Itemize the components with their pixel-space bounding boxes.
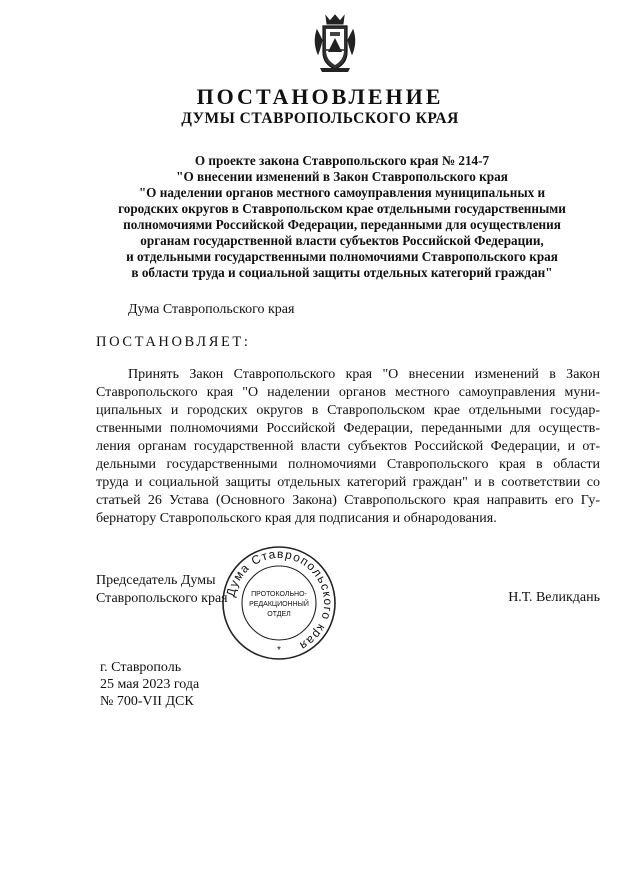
subject-line: "О наделении органов местного самоуправления муниципальных и bbox=[138, 185, 546, 200]
subject-line: в области труда и социальной защиты отдельных категорий граждан" bbox=[131, 265, 553, 280]
decree-body bbox=[96, 366, 600, 528]
signatory-title bbox=[96, 572, 228, 608]
subject-line: полномочиями Российской Федерации, переданными для осуществления bbox=[123, 217, 561, 232]
document-subject bbox=[92, 153, 592, 281]
organization-heading: ДУМЫ СТАВРОПОЛЬСКОГО КРАЯ bbox=[181, 110, 459, 127]
subject-line: органам государственной власти субъектов Российской Федерации, bbox=[140, 233, 544, 248]
body-line: труда и социальной защиты отдельных категорий граждан" и в соответствии со bbox=[96, 475, 600, 490]
footer-city: г. Ставрополь bbox=[100, 660, 182, 675]
official-stamp bbox=[220, 544, 338, 662]
body-line: бернатору Ставропольского края для подписания и обнародования. bbox=[96, 511, 497, 526]
body-line: статьей 26 Устава (Основного Закона) Ставропольского края направить его Гу- bbox=[96, 493, 600, 508]
body-line: Ставропольского края "О наделении органов местного самоуправления муни- bbox=[96, 385, 600, 400]
stamp-ring-text: Дума Ставропольского края bbox=[223, 546, 336, 654]
signatory-name: Н.Т. Великдань bbox=[508, 590, 600, 605]
body-line: Принять Закон Ставропольского края "О внесении изменений в Закон bbox=[128, 367, 600, 382]
coat-of-arms-icon bbox=[312, 12, 358, 74]
footer-number: № 700-VII ДСК bbox=[100, 694, 194, 709]
subject-line: О проекте закона Ставропольского края № 214-7 bbox=[194, 153, 490, 168]
subject-line: городских округов в Ставропольском крае отдельными государственными bbox=[118, 201, 566, 216]
stamp-center-text: ОТДЕЛ bbox=[267, 611, 291, 618]
subject-line: "О внесении изменений в Закон Ставропольского края bbox=[176, 169, 508, 184]
subject-line: и отдельными государственными полномочиями Ставропольского края bbox=[126, 249, 558, 264]
body-line: дельными государственными полномочиями Ставропольского края в области bbox=[96, 457, 600, 472]
signatory-title-line: Ставропольского края bbox=[96, 591, 228, 606]
body-line: ственными полномочиями Российской Федерации, переданными для осуществ- bbox=[96, 421, 600, 436]
body-line: ления органам государственной власти субъектов Российской Федерации, и от- bbox=[96, 439, 600, 454]
decree-heading: ПОСТАНОВЛЯЕТ: bbox=[96, 334, 251, 350]
footer-date: 25 мая 2023 года bbox=[100, 677, 200, 692]
stamp-center-text: РЕДАКЦИОННЫЙ bbox=[249, 601, 309, 608]
document-footer bbox=[100, 659, 199, 710]
body-line: ципальных и городских округов в Ставропольском крае отдельными государ- bbox=[96, 403, 600, 418]
signatory-title-line: Председатель Думы bbox=[96, 573, 216, 588]
stamp-center-text: ПРОТОКОЛЬНО- bbox=[251, 591, 307, 598]
document-type-heading: ПОСТАНОВЛЕНИЕ bbox=[196, 84, 444, 109]
issuer-line: Дума Ставропольского края bbox=[128, 302, 295, 317]
stamp-star: * bbox=[277, 645, 281, 656]
